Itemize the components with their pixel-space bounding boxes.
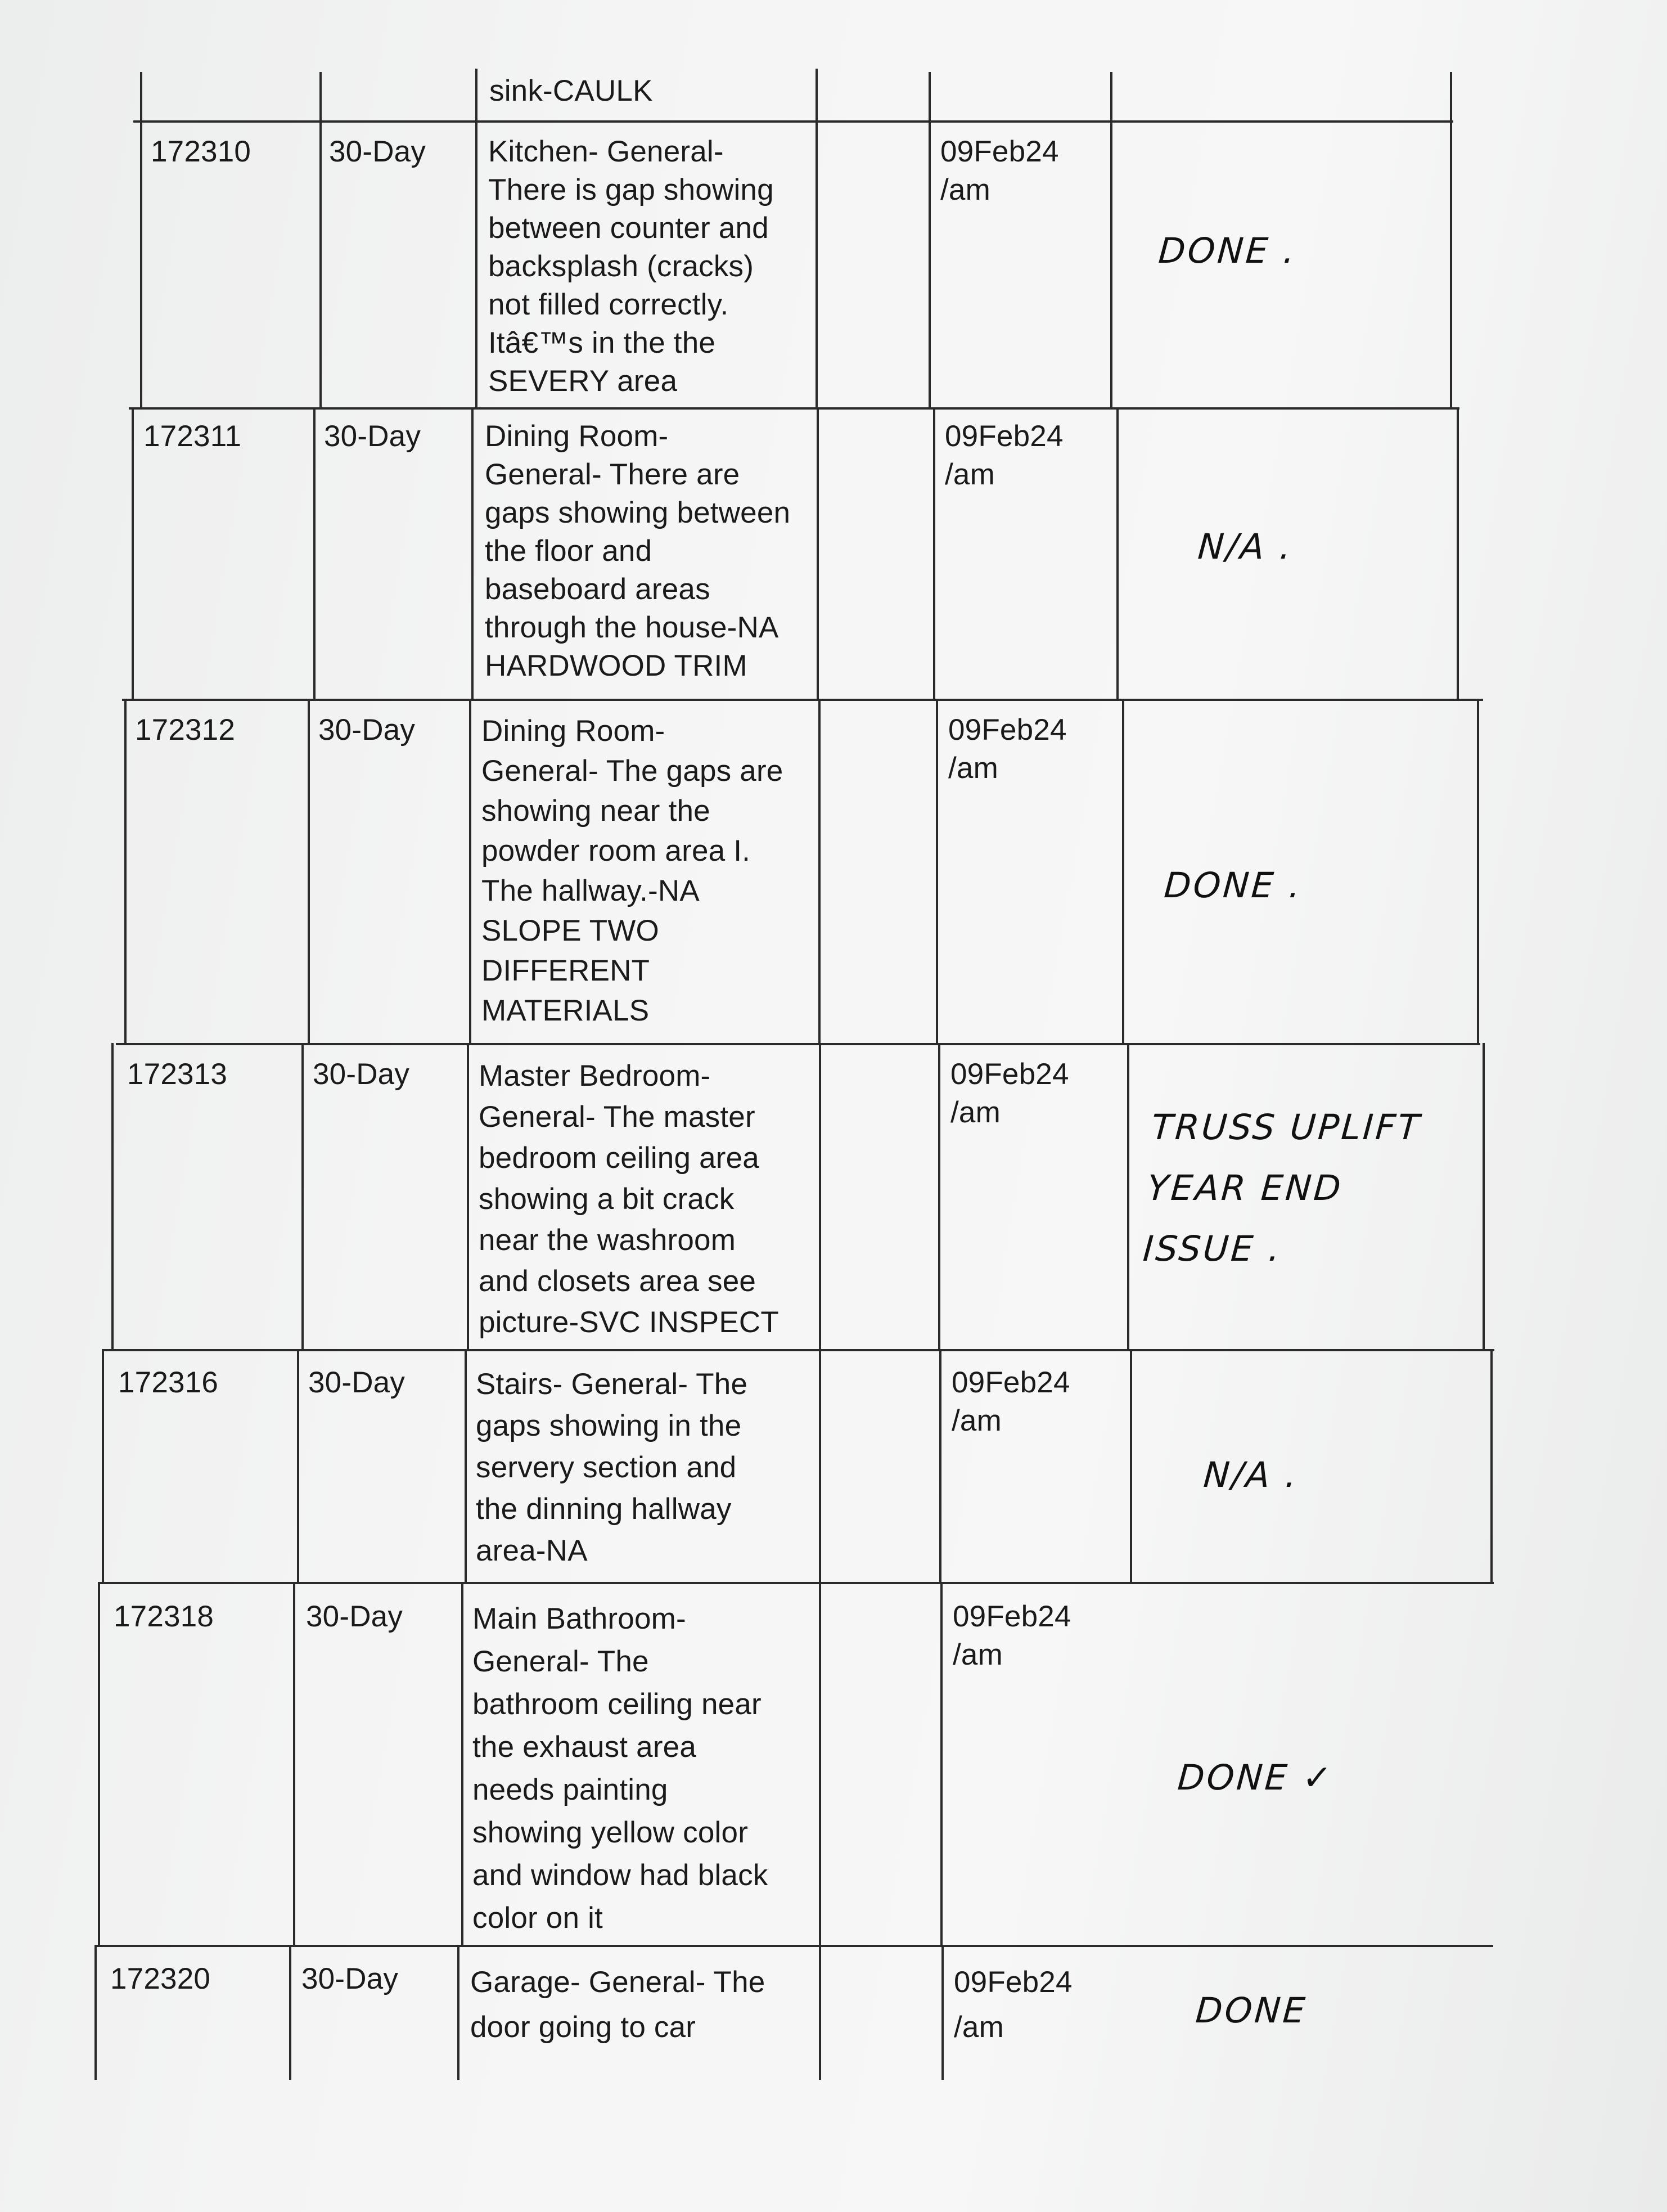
column-line <box>94 1945 97 2080</box>
column-line <box>1490 1349 1493 1582</box>
row-description: Dining Room- General- The gaps are showing near the powder room area I. The hallway.-NA SLOPE TWO DIFFERENT MATERIALS <box>481 714 783 1027</box>
row-date: 09Feb24 /am <box>945 420 1064 491</box>
row-description: Dining Room- General- There are gaps showing between the floor and baseboard areas through the house-NA HARDWOOD TRIM <box>485 420 791 682</box>
row-description: Stairs- General- The gaps showing in the servery section and the dinning hallway area-NA <box>476 1368 748 1567</box>
column-line <box>933 407 935 699</box>
column-line <box>819 1582 821 1945</box>
column-line <box>467 1043 469 1349</box>
column-line <box>1450 72 1452 407</box>
row-divider <box>104 1349 1494 1351</box>
column-line <box>461 1582 463 1945</box>
column-line <box>817 407 819 699</box>
row-description: Kitchen- General- There is gap showing between counter and backsplash (cracks) not filled correctly. Itâ€™s in the the SEVERY area <box>488 135 774 398</box>
column-line <box>98 1582 100 1945</box>
handwritten-note: DONE . <box>1163 865 1304 906</box>
row-period: 30-Day <box>301 1962 399 1995</box>
column-line <box>308 699 310 1043</box>
row-period: 30-Day <box>308 1366 406 1399</box>
column-line <box>1130 1349 1132 1582</box>
row-date: 09Feb24 /am <box>950 1058 1069 1129</box>
row-date: 09Feb24 /am <box>954 1966 1073 2044</box>
row-id: 172313 <box>127 1058 228 1091</box>
top-row-description: sink-CAULK <box>489 74 653 107</box>
column-line <box>819 1945 821 2080</box>
row-id: 172310 <box>151 135 251 168</box>
row-period: 30-Day <box>329 135 426 168</box>
column-line <box>818 699 821 1043</box>
column-line <box>941 1945 944 2080</box>
row-period: 30-Day <box>318 713 416 747</box>
row-divider <box>122 699 1483 701</box>
row-id: 172318 <box>114 1600 214 1633</box>
handwritten-note: N/A . <box>1202 1454 1300 1495</box>
column-line <box>939 1349 941 1582</box>
column-line <box>471 407 474 699</box>
row-divider <box>133 120 1453 123</box>
column-line <box>475 69 477 407</box>
column-line <box>301 1043 304 1349</box>
handwritten-note: DONE . <box>1157 230 1299 271</box>
column-line <box>936 699 938 1043</box>
row-description: Main Bathroom- General- The bathroom ceiling near the exhaust area needs painting showing yellow color and window had black color on it <box>472 1602 768 1935</box>
column-line <box>457 1945 459 2080</box>
column-line <box>465 1349 467 1582</box>
column-line <box>1483 1043 1485 1349</box>
column-line <box>293 1582 295 1945</box>
handwritten-note: DONE <box>1194 1990 1309 2031</box>
column-line <box>816 69 818 407</box>
column-line <box>929 72 931 407</box>
column-line <box>111 1043 114 1349</box>
handwritten-note: N/A . <box>1196 526 1295 567</box>
column-line <box>1122 699 1124 1043</box>
handwritten-note: DONE ✓ <box>1176 1757 1336 1798</box>
row-period: 30-Day <box>313 1058 410 1091</box>
column-line <box>313 407 316 699</box>
handwritten-note: TRUSS UPLIFT YEAR END ISSUE . <box>1141 1107 1423 1269</box>
row-id: 172316 <box>118 1366 219 1399</box>
column-line <box>819 1043 821 1349</box>
column-line <box>1116 407 1119 699</box>
column-line <box>289 1945 291 2080</box>
row-id: 172312 <box>135 713 236 747</box>
row-description: Master Bedroom- General- The master bedroom ceiling area showing a bit crack near the washroom and closets area see picture-SVC INSPECT <box>479 1059 779 1339</box>
row-date: 09Feb24 /am <box>940 135 1059 206</box>
column-line <box>940 1582 943 1945</box>
row-id: 172311 <box>143 420 242 453</box>
row-divider <box>116 1043 1480 1045</box>
column-line <box>140 72 142 407</box>
column-line <box>132 407 134 699</box>
row-date: 09Feb24 /am <box>953 1600 1071 1671</box>
column-line <box>469 699 471 1043</box>
row-id: 172320 <box>110 1962 211 1995</box>
row-divider <box>99 1582 1494 1584</box>
row-description: Garage- General- The door going to car <box>470 1966 765 2044</box>
column-line <box>1457 407 1459 699</box>
column-line <box>938 1043 940 1349</box>
column-line <box>102 1349 104 1582</box>
row-date: 09Feb24 /am <box>948 713 1067 785</box>
column-line <box>297 1349 299 1582</box>
column-line <box>1477 699 1479 1043</box>
row-divider <box>96 1945 1493 1947</box>
column-line <box>319 72 322 407</box>
row-period: 30-Day <box>306 1600 403 1633</box>
column-line <box>1127 1043 1129 1349</box>
column-line <box>124 699 127 1043</box>
row-date: 09Feb24 /am <box>952 1366 1070 1437</box>
column-line <box>819 1349 821 1582</box>
column-line <box>1110 72 1112 407</box>
row-period: 30-Day <box>324 420 421 453</box>
row-divider <box>129 407 1459 410</box>
